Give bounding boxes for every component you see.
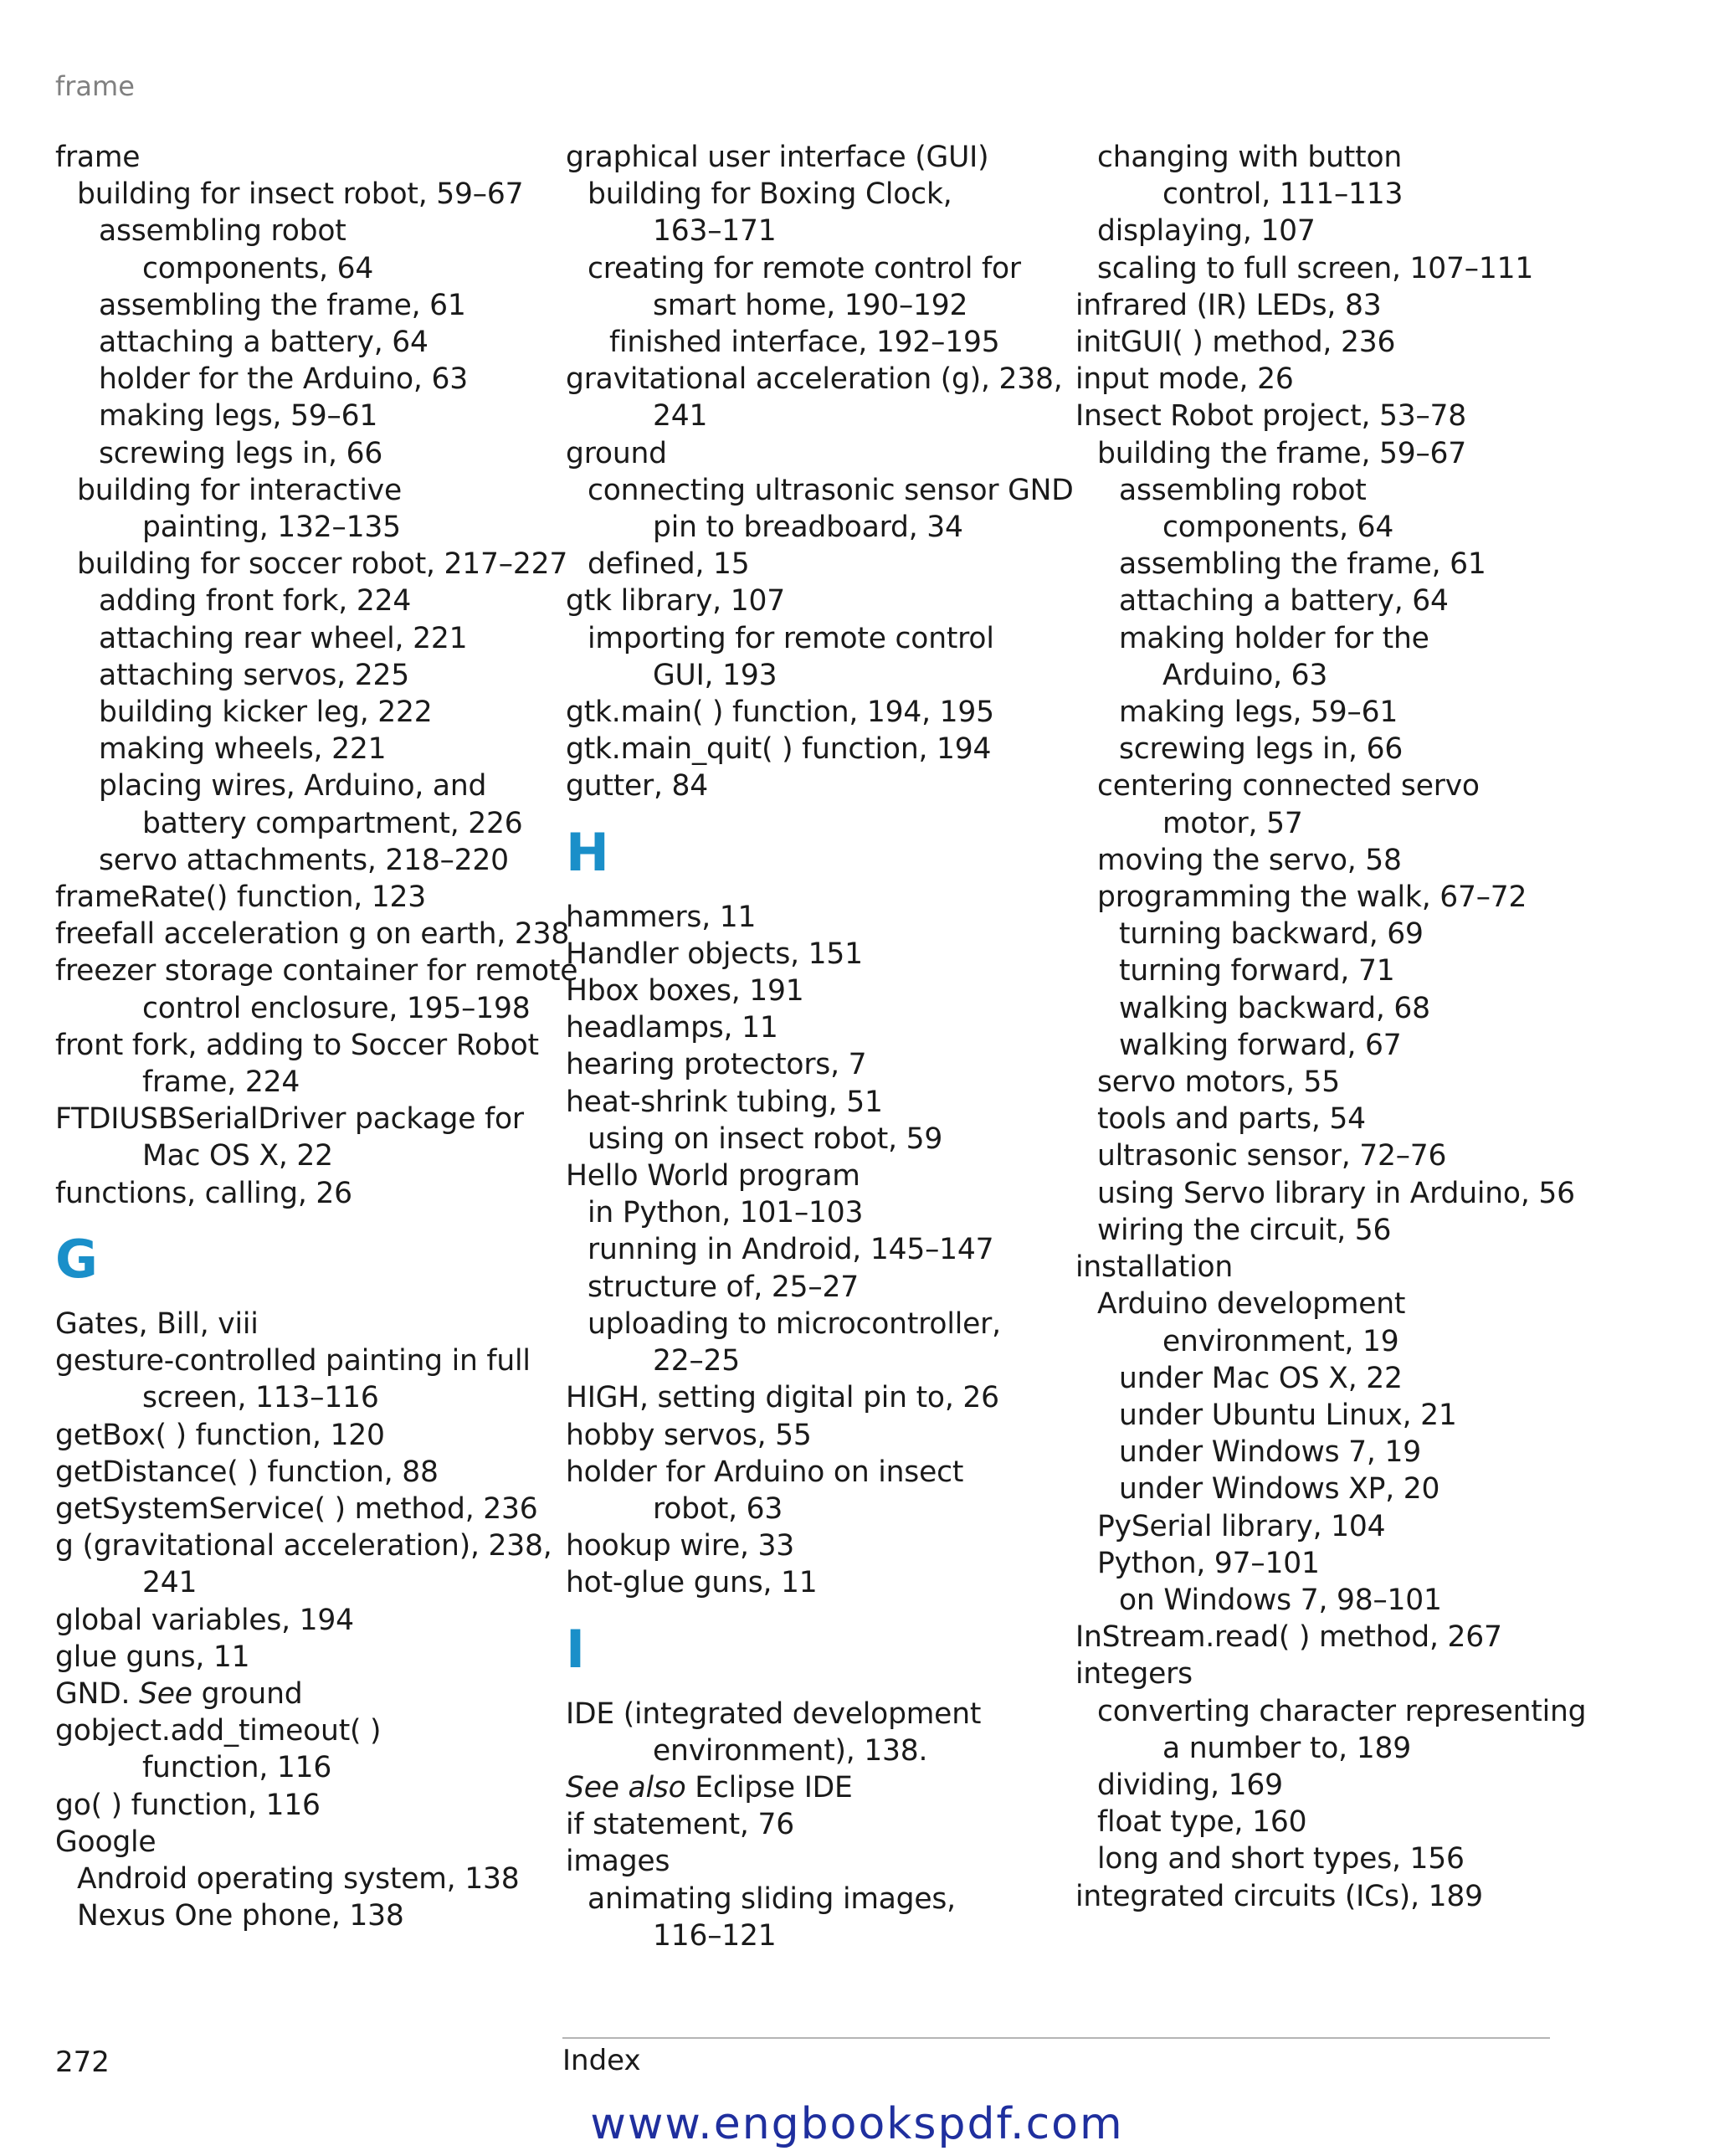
index-entry — [55, 1602, 557, 1639]
entry-continuation: components, 64 — [142, 251, 374, 285]
entry-text: InStream.read( ) method, 267 — [1075, 1620, 1502, 1655]
index-subentry — [566, 1121, 1068, 1158]
entry-continuation: control, 111–113 — [1162, 177, 1404, 212]
entry-text: freefall acceleration g on earth, 238 — [55, 917, 570, 952]
entry-continuation: 163–171 — [653, 214, 777, 249]
entry-text: hearing protectors, 7 — [566, 1048, 867, 1082]
index-entry — [566, 899, 1068, 936]
index-entry — [55, 1639, 557, 1676]
entry-text: images — [566, 1845, 670, 1879]
index-subentry — [1075, 250, 1594, 287]
entry-text: walking backward, 68 — [1119, 991, 1430, 1025]
index-subentry — [566, 1269, 1068, 1306]
page-number: 272 — [55, 2046, 110, 2079]
index-subentry — [1075, 546, 1594, 583]
watermark: www.engbookspdf.com — [590, 2099, 1124, 2149]
cross-reference: See — [139, 1676, 192, 1711]
index-subentry — [1075, 694, 1594, 731]
entry-text: hobby servos, 55 — [566, 1418, 812, 1452]
entry-text: attaching servos, 225 — [99, 658, 409, 692]
index-entry — [566, 1046, 1068, 1083]
entry-text: assembling the frame, 61 — [1119, 547, 1486, 582]
index-subentry — [55, 583, 557, 619]
index-entry — [566, 1009, 1068, 1046]
cross-reference: See also — [566, 1770, 686, 1804]
entry-text: building kicker leg, 222 — [99, 696, 433, 730]
entry-text: changing with button — [1097, 141, 1403, 174]
index-subentry — [1075, 472, 1594, 546]
entry-continuation: environment), 138. — [653, 1733, 928, 1768]
entry-continuation: Arduino, 63 — [1162, 658, 1328, 692]
index-entry — [1075, 324, 1594, 361]
index-entry — [55, 952, 578, 1026]
index-entry — [55, 1712, 557, 1786]
index-subentry — [1075, 213, 1594, 249]
entry-continuation: motor, 57 — [1162, 806, 1303, 840]
index-subentry — [1075, 1286, 1594, 1359]
entry-text: under Ubuntu Linux, 21 — [1119, 1398, 1457, 1432]
entry-text: go( ) function, 116 — [55, 1788, 321, 1822]
entry-continuation: battery compartment, 226 — [142, 806, 523, 840]
entry-text: freezer storage container for remote — [55, 954, 578, 988]
entry-text: gtk library, 107 — [566, 584, 785, 619]
index-entry — [55, 1527, 557, 1601]
entry-text: turning forward, 71 — [1119, 954, 1395, 988]
entry-text: Nexus One phone, 138 — [77, 1899, 404, 1933]
index-entry — [1075, 398, 1594, 434]
index-subentry — [1075, 952, 1594, 989]
entry-text: gravitational acceleration (g), 238, — [566, 362, 1063, 397]
index-entry — [566, 936, 1068, 973]
index-subentry — [1075, 1471, 1594, 1507]
index-subentry — [1075, 916, 1594, 952]
entry-text: headlamps, 11 — [566, 1011, 778, 1045]
index-entry — [1075, 1878, 1594, 1915]
index-entry — [566, 694, 1068, 731]
index-column-1 — [55, 139, 578, 1934]
entry-text: attaching a battery, 64 — [99, 326, 428, 360]
index-subentry — [566, 250, 1068, 324]
index-subentry — [55, 361, 557, 398]
entry-continuation: Mac OS X, 22 — [142, 1139, 333, 1173]
entry-text: frameRate() function, 123 — [55, 880, 427, 915]
index-subentry — [55, 767, 557, 841]
entry-text: displaying, 107 — [1097, 214, 1316, 249]
entry-text: initGUI( ) method, 236 — [1075, 326, 1396, 360]
entry-continuation: function, 116 — [142, 1751, 332, 1785]
entry-text: in Python, 101–103 — [588, 1196, 864, 1230]
index-subentry — [1075, 1101, 1594, 1137]
index-subentry — [55, 620, 557, 657]
index-subentry — [1075, 990, 1594, 1027]
index-subentry — [55, 1861, 557, 1897]
entry-text: assembling the frame, 61 — [99, 288, 466, 322]
index-entry — [55, 1787, 557, 1824]
entry-text: g (gravitational acceleration), 238, — [55, 1529, 552, 1563]
index-subentry — [55, 694, 557, 731]
index-subentry — [566, 1194, 1068, 1231]
index-entry — [566, 1769, 1068, 1806]
entry-continuation: 241 — [653, 399, 708, 434]
entry-continuation: control enclosure, 195–198 — [142, 991, 531, 1025]
entry-text: Handler objects, 151 — [566, 937, 863, 971]
entry-text: animating sliding images, — [588, 1881, 956, 1916]
index-entry — [566, 1843, 1068, 1880]
entry-text: hookup wire, 33 — [566, 1529, 795, 1563]
index-entry — [55, 139, 557, 176]
index-entry — [55, 879, 557, 916]
index-entry — [566, 767, 1068, 804]
index-entry — [566, 1806, 1068, 1843]
index-subentry — [1075, 1397, 1594, 1434]
section-letter: I — [566, 1618, 586, 1680]
index-subentry — [566, 1881, 1068, 1954]
index-column-2 — [566, 139, 1074, 1954]
index-subentry — [55, 546, 568, 583]
entry-text: holder for the Arduino, 63 — [99, 362, 468, 397]
entry-text: glue guns, 11 — [55, 1640, 250, 1674]
index-subentry — [1075, 1064, 1594, 1101]
index-entry — [566, 435, 1068, 472]
entry-continuation: components, 64 — [1162, 511, 1394, 545]
entry-text: dividing, 169 — [1097, 1768, 1283, 1802]
entry-text: defined, 15 — [588, 547, 750, 582]
entry-text: finished interface, 192–195 — [609, 326, 1000, 360]
index-entry — [1075, 361, 1594, 398]
index-subentry — [1075, 1360, 1594, 1397]
index-subentry — [1075, 767, 1594, 841]
index-entry — [566, 1084, 1068, 1121]
index-subentry — [55, 287, 557, 324]
index-entry — [55, 1342, 557, 1416]
entry-text: getBox( ) function, 120 — [55, 1418, 385, 1452]
index-subentry — [1075, 1545, 1594, 1582]
index-entry — [566, 361, 1068, 434]
entry-text: hammers, 11 — [566, 900, 757, 934]
index-entry — [55, 916, 570, 952]
entry-continuation: a number to, 189 — [1162, 1731, 1411, 1765]
entry-text: FTDIUSBSerialDriver package for — [55, 1102, 524, 1137]
index-entry — [566, 1417, 1068, 1454]
entry-text: Insect Robot project, 53–78 — [1075, 399, 1467, 434]
index-entry — [1075, 1656, 1594, 1692]
index-entry — [1075, 1249, 1594, 1286]
entry-text: under Windows XP, 20 — [1119, 1472, 1440, 1507]
entry-text: under Mac OS X, 22 — [1119, 1361, 1403, 1395]
index-subentry — [55, 1897, 557, 1934]
section-letter: H — [566, 821, 609, 883]
index-entry — [566, 1379, 1068, 1416]
index-entry — [55, 1491, 557, 1527]
entry-text: importing for remote control — [588, 621, 994, 655]
index-subentry — [55, 324, 557, 361]
index-subentry — [566, 546, 1068, 583]
entry-text: attaching a battery, 64 — [1119, 584, 1449, 619]
index-subentry — [1075, 1840, 1594, 1877]
entry-text: getSystemService( ) method, 236 — [55, 1491, 538, 1526]
entry-text: servo motors, 55 — [1097, 1065, 1341, 1100]
entry-text: attaching rear wheel, 221 — [99, 621, 468, 655]
entry-text: turning backward, 69 — [1119, 917, 1424, 952]
entry-text: assembling robot — [1119, 473, 1367, 507]
entry-text: using Servo library in Arduino, 56 — [1097, 1176, 1575, 1210]
index-entry — [566, 973, 1068, 1009]
entry-text: wiring the circuit, 56 — [1097, 1213, 1392, 1247]
index-subentry — [1075, 1212, 1594, 1249]
footer-label: Index — [562, 2044, 641, 2077]
index-subentry — [55, 176, 557, 213]
index-subentry — [55, 731, 557, 767]
entry-text: building for insect robot, 59–67 — [77, 177, 524, 212]
entry-text: Arduino development — [1097, 1287, 1406, 1322]
entry-text: Android operating system, 138 — [77, 1861, 520, 1896]
index-subentry — [1075, 620, 1594, 694]
index-entry — [566, 1454, 1068, 1527]
entry-text: IDE (integrated development — [566, 1697, 982, 1731]
index-subentry — [1075, 1804, 1594, 1840]
entry-continuation: screen, 113–116 — [142, 1381, 379, 1415]
entry-text: PySerial library, 104 — [1097, 1509, 1386, 1543]
entry-text: creating for remote control for — [588, 251, 1021, 285]
entry-text: front fork, adding to Soccer Robot — [55, 1028, 539, 1062]
index-column-3 — [1075, 139, 1594, 1915]
entry-text: integrated circuits (ICs), 189 — [1075, 1879, 1483, 1913]
entry-text: under Windows 7, 19 — [1119, 1435, 1421, 1470]
index-entry — [566, 731, 1068, 767]
entry-text: HIGH, setting digital pin to, 26 — [566, 1381, 999, 1415]
entry-text: screwing legs in, 66 — [1119, 732, 1404, 767]
index-entry — [1075, 1619, 1594, 1656]
entry-text: scaling to full screen, 107–111 — [1097, 251, 1534, 285]
entry-text: using on insect robot, 59 — [588, 1122, 943, 1156]
index-subentry — [1075, 1175, 1594, 1212]
entry-text: if statement, 76 — [566, 1808, 794, 1842]
index-entry — [55, 1676, 557, 1712]
entry-text: programming the walk, 67–72 — [1097, 880, 1527, 915]
entry-text: servo attachments, 218–220 — [99, 843, 509, 877]
index-subentry — [55, 472, 557, 546]
index-entry — [566, 1527, 1068, 1564]
index-subentry — [1075, 1693, 1594, 1767]
entry-text: heat-shrink tubing, 51 — [566, 1085, 883, 1119]
index-subentry — [1075, 1137, 1594, 1174]
entry-text: tools and parts, 54 — [1097, 1102, 1366, 1137]
entry-text: infrared (IR) LEDs, 83 — [1075, 288, 1382, 322]
entry-text: placing wires, Arduino, and — [99, 769, 487, 803]
index-entry — [566, 139, 1068, 176]
index-subentry — [1075, 1027, 1594, 1064]
entry-text: integers — [1075, 1657, 1193, 1691]
entry-text: walking forward, 67 — [1119, 1028, 1402, 1062]
entry-text: gutter, 84 — [566, 769, 709, 803]
entry-text: making legs, 59–61 — [99, 399, 378, 434]
index-entry — [55, 1306, 557, 1342]
index-subentry — [566, 472, 1074, 546]
entry-text: making legs, 59–61 — [1119, 696, 1398, 730]
entry-text: structure of, 25–27 — [588, 1270, 859, 1304]
entry-text: Eclipse IDE — [685, 1770, 853, 1804]
index-entry — [55, 1101, 557, 1174]
entry-text: GND. — [55, 1676, 140, 1711]
entry-text: Hello World program — [566, 1159, 860, 1194]
index-subentry — [1075, 731, 1594, 767]
entry-text: long and short types, 156 — [1097, 1842, 1465, 1876]
entry-text: holder for Arduino on insect — [566, 1455, 964, 1489]
footer-rule — [562, 2037, 1550, 2039]
index-subentry — [1075, 1434, 1594, 1471]
index-subentry — [55, 398, 557, 434]
index-subentry — [566, 1306, 1068, 1379]
index-subentry — [55, 657, 557, 694]
section-letter: G — [55, 1228, 98, 1290]
index-subentry — [1075, 842, 1594, 879]
entry-text: Python, 97–101 — [1097, 1546, 1320, 1580]
entry-text: building for Boxing Clock, — [588, 177, 952, 212]
index-subentry — [1075, 1508, 1594, 1545]
index-subentry — [55, 435, 557, 472]
entry-text: uploading to microcontroller, — [588, 1306, 1001, 1341]
entry-text: functions, calling, 26 — [55, 1176, 352, 1210]
entry-text: hot-glue guns, 11 — [566, 1566, 818, 1600]
entry-text: gtk.main_quit( ) function, 194 — [566, 732, 992, 767]
index-entry — [566, 1158, 1068, 1194]
entry-text: Hbox boxes, 191 — [566, 974, 804, 1009]
entry-text: building for soccer robot, 217–227 — [77, 547, 568, 582]
index-subentry — [566, 176, 1068, 249]
entry-text: moving the servo, 58 — [1097, 843, 1402, 877]
entry-text: centering connected servo — [1097, 769, 1480, 803]
index-subentry — [1075, 1767, 1594, 1804]
index-entry — [1075, 287, 1594, 324]
entry-text: on Windows 7, 98–101 — [1119, 1583, 1442, 1617]
entry-continuation: GUI, 193 — [653, 658, 777, 692]
entry-text: converting character representing — [1097, 1694, 1587, 1728]
index-entry — [55, 1175, 557, 1212]
entry-text: building for interactive — [77, 473, 403, 507]
entry-continuation: environment, 19 — [1162, 1324, 1399, 1358]
index-subentry — [55, 842, 557, 879]
entry-text: running in Android, 145–147 — [588, 1233, 994, 1267]
entry-text: adding front fork, 224 — [99, 584, 412, 619]
index-entry — [55, 1824, 557, 1861]
entry-continuation: smart home, 190–192 — [653, 288, 968, 322]
index-subentry — [1075, 139, 1594, 213]
entry-continuation: robot, 63 — [653, 1491, 783, 1526]
entry-text: ground — [192, 1676, 303, 1711]
entry-text: installation — [1075, 1250, 1234, 1285]
entry-text: ultrasonic sensor, 72–76 — [1097, 1139, 1447, 1173]
index-entry — [566, 583, 1068, 619]
entry-text: Gates, Bill, viii — [55, 1306, 259, 1341]
index-subentry — [566, 620, 1068, 694]
entry-text: gesture-controlled painting in full — [55, 1344, 531, 1378]
entry-continuation: 22–25 — [653, 1344, 741, 1378]
entry-text: Google — [55, 1825, 157, 1859]
index-subentry — [1075, 1582, 1594, 1619]
index-entry — [55, 1027, 557, 1101]
index-subentry — [55, 213, 557, 286]
entry-text: connecting ultrasonic sensor GND — [588, 473, 1074, 507]
entry-continuation: 116–121 — [653, 1918, 777, 1953]
running-head: frame — [55, 70, 135, 102]
entry-text: frame — [55, 141, 141, 174]
index-entry — [566, 1564, 1068, 1601]
entry-continuation: pin to breadboard, 34 — [653, 511, 963, 545]
entry-text: making wheels, 221 — [99, 732, 387, 767]
index-subentry — [1075, 583, 1594, 619]
entry-text: building the frame, 59–67 — [1097, 436, 1467, 470]
index-entry — [566, 1696, 1068, 1769]
index-subentry — [1075, 435, 1594, 472]
entry-text: graphical user interface (GUI) — [566, 141, 989, 174]
entry-text: float type, 160 — [1097, 1805, 1307, 1840]
index-subentry — [1075, 879, 1594, 916]
entry-text: assembling robot — [99, 214, 346, 249]
entry-text: gtk.main( ) function, 194, 195 — [566, 696, 994, 730]
entry-text: screwing legs in, 66 — [99, 436, 383, 470]
entry-text: making holder for the — [1119, 621, 1429, 655]
entry-text: global variables, 194 — [55, 1603, 354, 1637]
entry-continuation: 241 — [142, 1566, 198, 1600]
entry-continuation: frame, 224 — [142, 1065, 300, 1100]
entry-text: ground — [566, 436, 667, 470]
entry-text: input mode, 26 — [1075, 362, 1294, 397]
entry-continuation: painting, 132–135 — [142, 511, 401, 545]
entry-text: getDistance( ) function, 88 — [55, 1455, 439, 1489]
index-entry — [55, 1417, 557, 1454]
index-subentry — [566, 1231, 1068, 1268]
entry-text: gobject.add_timeout( ) — [55, 1714, 382, 1748]
index-entry — [55, 1454, 557, 1491]
index-subentry — [566, 324, 1068, 361]
